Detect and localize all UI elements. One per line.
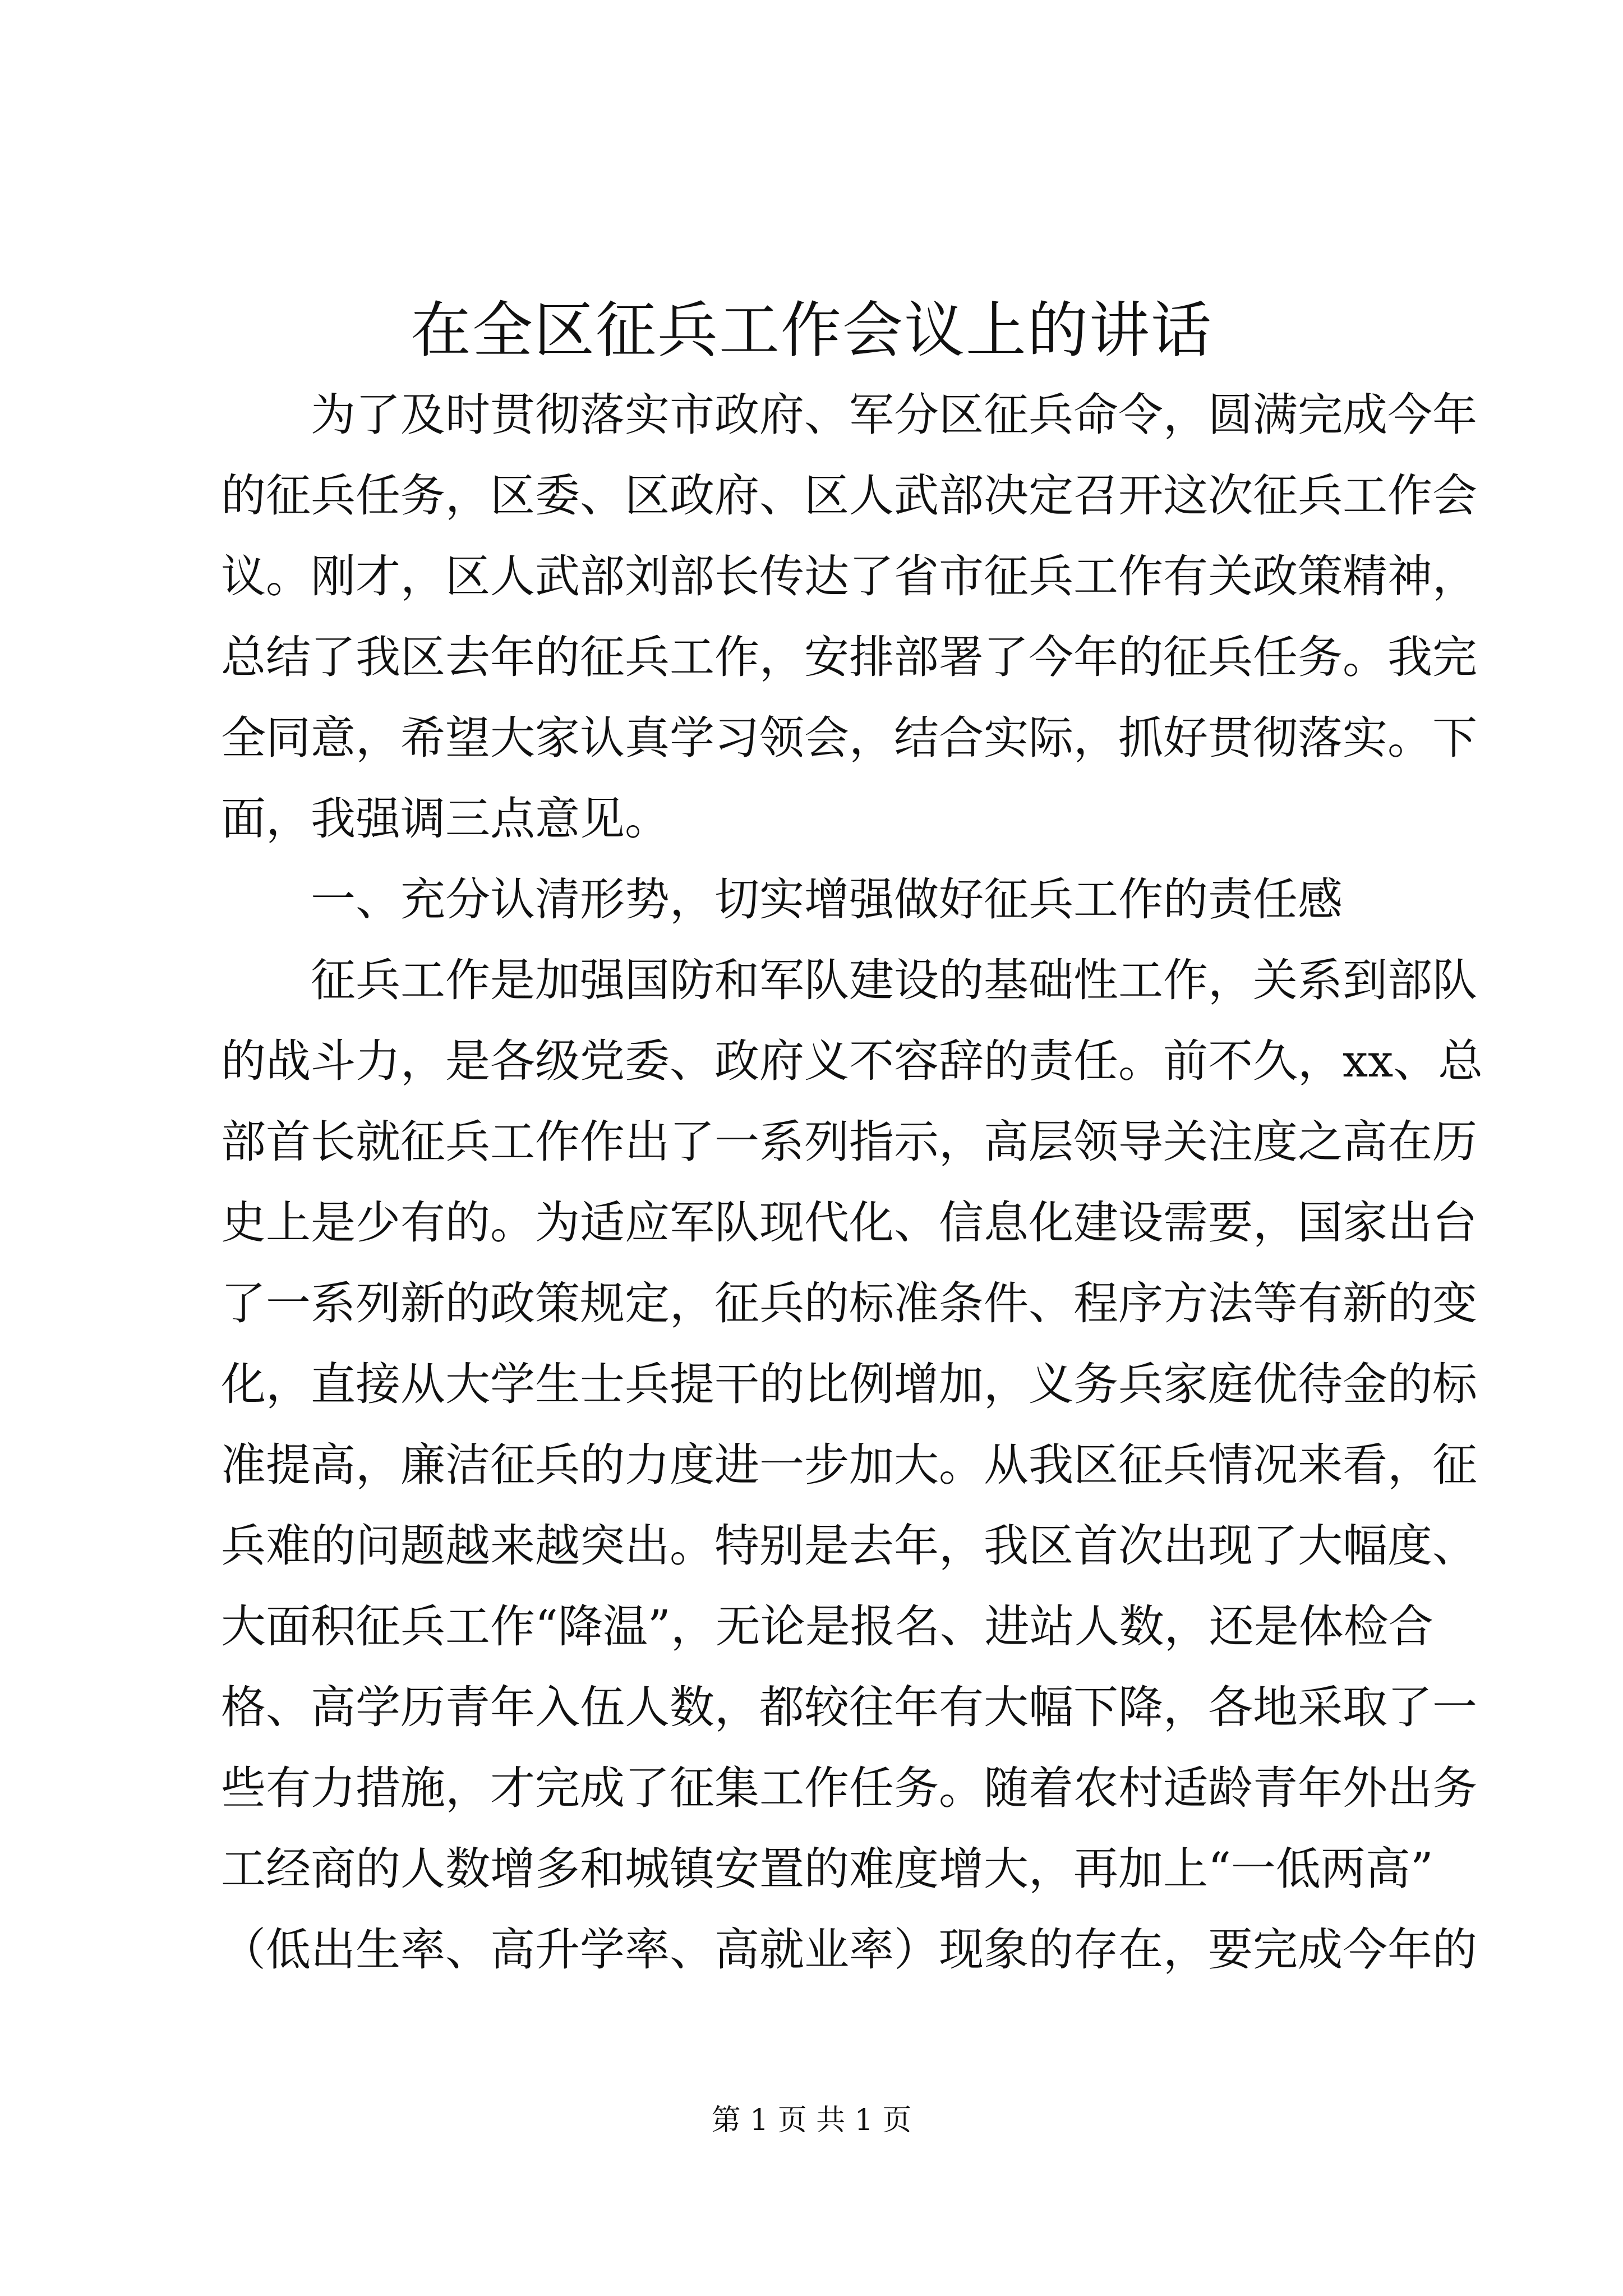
paragraph-1-line-2: 的征兵任务，区委、区政府、区人武部决定召开这次征兵工作会 <box>221 470 1477 522</box>
paragraph-2-line-7: 准提高，廉洁征兵的力度进一步加大。从我区征兵情况来看，征 <box>221 1439 1477 1491</box>
paragraph-2-line-3: 部首长就征兵工作作出了一系列指示，高层领导关注度之高在历 <box>221 1116 1477 1168</box>
paragraph-2-line-4: 史上是少有的。为适应军队现代化、信息化建设需要，国家出台 <box>221 1197 1477 1249</box>
paragraph-2-line-2: 的战斗力，是各级党委、政府义不容辞的责任。前不久，xx、总 <box>221 1035 1483 1087</box>
paragraph-2-line-12: 工经商的人数增多和城镇安置的难度增大，再加上“一低两高” <box>221 1843 1433 1895</box>
paragraph-1-line-5: 全同意，希望大家认真学习领会，结合实际，抓好贯彻落实。下 <box>221 712 1477 764</box>
section-heading-1: 一、充分认清形势，切实增强做好征兵工作的责任感 <box>311 873 1343 926</box>
paragraph-2-line-8: 兵难的问题越来越突出。特别是去年，我区首次出现了大幅度、 <box>221 1520 1477 1572</box>
paragraph-1-line-3: 议。刚才，区人武部刘部长传达了省市征兵工作有关政策精神， <box>221 550 1477 602</box>
paragraph-2-line-9: 大面积征兵工作“降温”，无论是报名、进站人数，还是体检合 <box>221 1600 1433 1653</box>
paragraph-2-line-5: 了一系列新的政策规定，征兵的标准条件、程序方法等有新的变 <box>221 1277 1477 1329</box>
paragraph-2-line-6: 化，直接从大学生士兵提干的比例增加，义务兵家庭优待金的标 <box>221 1358 1477 1410</box>
paragraph-1-line-4: 总结了我区去年的征兵工作，安排部署了今年的征兵任务。我完 <box>221 631 1477 683</box>
paragraph-2-line-10: 格、高学历青年入伍人数，都较往年有大幅下降，各地采取了一 <box>221 1681 1477 1733</box>
paragraph-2-line-11: 些有力措施，才完成了征集工作任务。随着农村适龄青年外出务 <box>221 1762 1477 1814</box>
document-body <box>221 375 1483 1990</box>
paragraph-2-line-1: 征兵工作是加强国防和军队建设的基础性工作，关系到部队 <box>311 954 1477 1006</box>
paragraph-2-line-13: （低出生率、高升学率、高就业率）现象的存在，要完成今年的 <box>221 1924 1477 1976</box>
paragraph-1-line-6: 面，我强调三点意见。 <box>221 793 670 845</box>
document-title: 在全区征兵工作会议上的讲话 <box>410 296 1212 366</box>
paragraph-1-line-1: 为了及时贯彻落实市政府、军分区征兵命令，圆满完成今年 <box>311 389 1477 441</box>
page-number-footer: 第 1 页 共 1 页 <box>711 2104 912 2137</box>
